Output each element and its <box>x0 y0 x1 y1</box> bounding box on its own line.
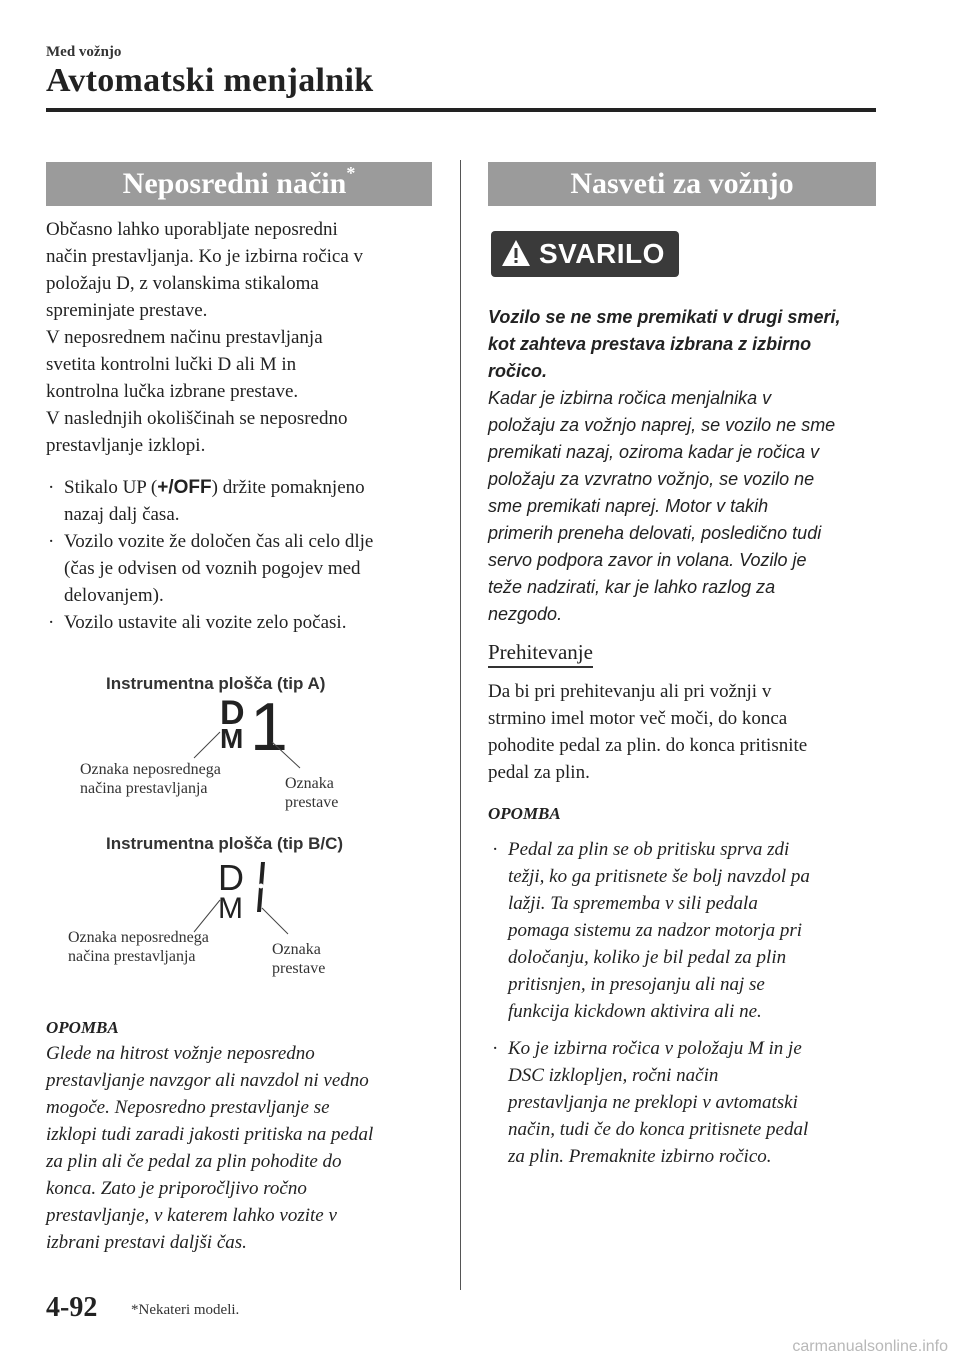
prehit-line: pedal za plin. <box>488 762 590 783</box>
label-line: načina prestavljanja <box>80 780 208 797</box>
note-line: Pedal za plin se ob pritisku sprva zdi <box>508 839 790 860</box>
note-line: za plin ali če pedal za plin pohodite do <box>46 1151 342 1172</box>
warning-line: premikati nazaj, oziroma kadar je ročica v <box>488 442 820 462</box>
prehit-line: Da bi pri prehitevanju ali pri vožnji v <box>488 681 772 702</box>
label-gear <box>285 774 338 812</box>
warning-badge <box>491 231 679 277</box>
note-line: DSC izklopljen, ročni način <box>508 1065 719 1086</box>
diagram-a-title: Instrumentna plošča (tip A) <box>106 674 326 693</box>
prehit-line: strmino imel motor več moči, do konca <box>488 708 788 729</box>
banner-title: Neposredni način <box>122 167 347 200</box>
bullet-text: delovanjem). <box>64 585 164 606</box>
label-direct-mode <box>68 928 209 966</box>
intro-line: prestavljanje izklopi. <box>46 435 206 456</box>
bullet-text: ) držite pomaknjeno <box>211 477 365 498</box>
warning-line: teže nadzirati, kar je lahko razlog za <box>488 577 776 597</box>
note-line: Glede na hitrost vožnje neposredno <box>46 1043 315 1064</box>
banner-title: Nasveti za vožnjo <box>570 167 794 200</box>
intro-line: svetita kontrolni lučki D ali M in <box>46 354 297 375</box>
d-indicator: D <box>220 694 245 732</box>
intro-line: Občasno lahko uporabljate neposredni <box>46 219 338 240</box>
prehit-text <box>488 678 888 786</box>
leader-line <box>194 732 220 758</box>
intro-line: spreminjate prestave. <box>46 300 208 321</box>
note-line: težji, ko ga pritisnete še bolj navzdol pa <box>508 866 810 887</box>
list-item: · Vozilo vozite že določen čas ali celo dlje (čas je odvisen od voznih pogojev med delovanjem). <box>46 528 446 609</box>
note-line: prestavljanja ne preklopi v avtomatski <box>508 1092 798 1113</box>
note-bullets <box>490 836 890 1170</box>
intro-line: položaju D, z volanskima stikaloma <box>46 273 319 294</box>
bullet-text: Vozilo vozite že določen čas ali celo dlje <box>64 531 374 552</box>
note-line: Ko je izbirna ročica v položaju M in je <box>508 1038 802 1059</box>
bullet-list <box>46 474 446 636</box>
m-indicator: M <box>220 723 244 754</box>
asterisk: * <box>346 163 356 183</box>
warning-line: primerih preneha delovati, posledično tudi <box>488 523 822 543</box>
list-item: · Vozilo ustavite ali vozite zelo počasi. <box>46 609 446 636</box>
gear-indicator: 1 <box>250 690 288 765</box>
m-indicator: M <box>218 892 243 925</box>
note-line: mogoče. Neposredno prestavljanje se <box>46 1097 330 1118</box>
warning-label: SVARILO <box>539 238 665 269</box>
chapter-title: Avtomatski menjalnik <box>46 62 374 99</box>
note-line: način, tudi če do konca pritisnete pedal <box>508 1119 809 1140</box>
label-line: načina prestavljanja <box>68 948 196 965</box>
gear-dot <box>259 884 264 889</box>
bullet-text: Stikalo UP ( <box>64 477 158 498</box>
banner-neposredni-nacin <box>46 162 432 206</box>
warning-text <box>488 304 888 628</box>
note-line: izbrani prestavi daljši čas. <box>46 1232 247 1253</box>
warning-line: kot zahteva prestava izbrana z izbirno <box>488 334 812 354</box>
note-line: pritisnjen, in presojanju ali naj se <box>508 974 765 995</box>
page-number: 4-92 <box>46 1292 98 1323</box>
warning-triangle-icon <box>501 239 531 267</box>
banner-nasveti <box>488 162 876 206</box>
column-divider <box>460 160 461 1290</box>
footnote: *Nekateri modeli. <box>131 1302 240 1318</box>
header-rule <box>46 108 876 112</box>
label-direct-mode <box>80 760 221 798</box>
bullet-text: (čas je odvisen od voznih pogojev med <box>64 558 361 579</box>
section-label: Med vožnjo <box>46 44 122 60</box>
warning-line: položaju za vzvratno vožnjo, se vozilo ne <box>488 469 815 489</box>
intro-line: V neposrednem načinu prestavljanja <box>46 327 323 348</box>
diagram-b-title: Instrumentna plošča (tip B/C) <box>106 834 344 853</box>
warning-line: nezgodo. <box>488 604 563 624</box>
label-line: Oznaka neposrednega <box>68 929 209 946</box>
note-line: funkcija kickdown aktivira ali ne. <box>508 1001 762 1022</box>
note-title: OPOMBA <box>46 1018 119 1037</box>
note-line: pomaga sistemu za nadzor motorja pri <box>508 920 802 941</box>
note-line: prestavljanje, v katerem lahko vozite v <box>46 1205 337 1226</box>
note-line: prestavljanje navzgor ali navzdol ni vedno <box>46 1070 369 1091</box>
warning-line: sme premikati naprej. Motor v takih <box>488 496 769 516</box>
note-line: konca. Zato je priporočljivo ročno <box>46 1178 307 1199</box>
warning-line: ročico. <box>488 361 548 381</box>
warning-line: Kadar je izbirna ročica menjalnika v <box>488 388 772 408</box>
list-item: · Ko je izbirna ročica v položaju M in je DSC izklopljen, ročni način prestavljanja ne preklopi v avtomatski način, tudi če do konca pritisnete pedal za plin. Premaknite izbirno ročico. <box>490 1035 890 1170</box>
diagram-a <box>60 690 440 820</box>
label-line: Oznaka <box>285 775 334 792</box>
watermark: carmanualsonline.info <box>792 1338 948 1355</box>
label-line: Oznaka <box>272 941 321 958</box>
intro-line: način prestavljanja. Ko je izbirna ročica v <box>46 246 364 267</box>
label-gear <box>272 940 325 978</box>
warning-line: Vozilo se ne sme premikati v drugi smeri, <box>488 307 841 327</box>
label-line: prestave <box>272 960 326 977</box>
bullet-text: Vozilo ustavite ali vozite zelo počasi. <box>64 612 347 633</box>
note-title: OPOMBA <box>488 804 561 823</box>
note-text <box>46 1040 451 1256</box>
warning-line: servo podpora zavor in volana. Vozilo je <box>488 550 807 570</box>
note-line: določanju, koliko je bil pedal za plin <box>508 947 787 968</box>
bullet-text: nazaj dalj časa. <box>64 504 180 525</box>
list-item: · Pedal za plin se ob pritisku sprva zdi težji, ko ga pritisnete še bolj navzdol pa lažji. Ta sprememba v sili pedala pomaga sistemu za nadzor motorja pri določanju, koliko je bil pedal za plin pritisnjen, in presojanju ali naj se funkcija kickdown aktivira ali ne. <box>490 836 890 1025</box>
intro-text <box>46 216 446 459</box>
note-line: izklopi tudi zaradi jakosti pritiska na pedal <box>46 1124 374 1145</box>
prehit-line: pohodite pedal za plin. do konca pritisnite <box>488 735 808 756</box>
intro-line: V naslednjih okoliščinah se neposredno <box>46 408 348 429</box>
label-line: Oznaka neposrednega <box>80 761 221 778</box>
list-item: · Stikalo UP (+/OFF) držite pomaknjeno nazaj dalj časa. <box>46 474 446 528</box>
warning-line: položaju za vožnjo naprej, se vozilo ne sme <box>488 415 836 435</box>
note-line: lažji. Ta sprememba v sili pedala <box>508 893 758 914</box>
plus-off-symbol: +/OFF <box>157 477 212 498</box>
label-line: prestave <box>285 794 339 811</box>
subheading-prehitevanje: Prehitevanje <box>488 640 593 668</box>
d-indicator: D <box>218 857 244 898</box>
leader-line <box>262 908 288 934</box>
intro-line: kontrolna lučka izbrane prestave. <box>46 381 299 402</box>
note-line: za plin. Premaknite izbirno ročico. <box>508 1146 772 1167</box>
